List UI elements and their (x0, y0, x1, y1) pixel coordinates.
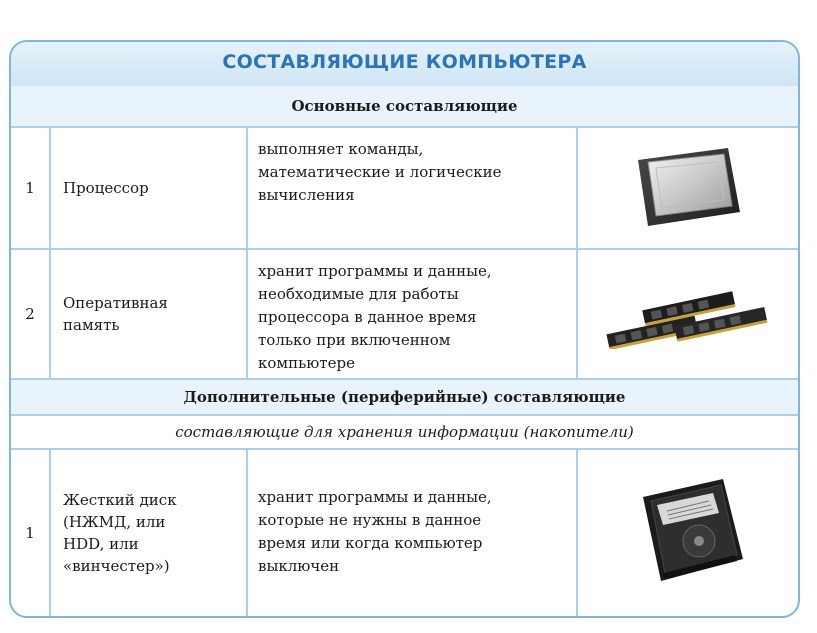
section-main-header (11, 86, 798, 128)
component-description-text: выполняет команды, математические и логические вычисления (258, 140, 502, 204)
component-description (248, 128, 578, 248)
component-name-text: Процессор (63, 179, 149, 197)
row-number: 1 (11, 450, 51, 616)
title-bar (11, 42, 798, 88)
cpu-chip-icon (632, 146, 744, 230)
section-storage-subheader (11, 416, 798, 450)
row-number: 2 (11, 250, 51, 378)
components-table (9, 40, 800, 618)
component-image (578, 250, 798, 378)
hard-disk-icon (623, 473, 753, 593)
section-peripheral-label: Дополнительные (периферийные) составляющие (183, 388, 626, 406)
component-image (578, 450, 798, 616)
component-description-text: хранит программы и данные, необходимые для работы процессора в данное время только при включенном компьютере (258, 262, 492, 372)
row-number: 1 (11, 128, 51, 248)
section-peripheral-header (11, 380, 798, 416)
section-main-label: Основные составляющие (291, 97, 518, 115)
section-storage-label: составляющие для хранения информации (накопители) (175, 423, 634, 441)
component-image (578, 128, 798, 248)
component-name (51, 250, 248, 378)
component-description-text: хранит программы и данные, которые не нужны в данное время или когда компьютер выключен (258, 488, 492, 575)
table-row (11, 128, 798, 250)
ram-modules-icon (598, 279, 778, 349)
table-row (11, 250, 798, 380)
component-name (51, 128, 248, 248)
table-row (11, 450, 798, 616)
component-description (248, 250, 578, 378)
component-name-text: Оперативная память (63, 294, 168, 334)
page-title: СОСТАВЛЯЮЩИЕ КОМПЬЮТЕРА (222, 51, 587, 73)
component-description (248, 450, 578, 616)
component-name (51, 450, 248, 616)
component-name-text: Жесткий диск (НЖМД, или HDD, или «винчестер») (63, 491, 177, 575)
